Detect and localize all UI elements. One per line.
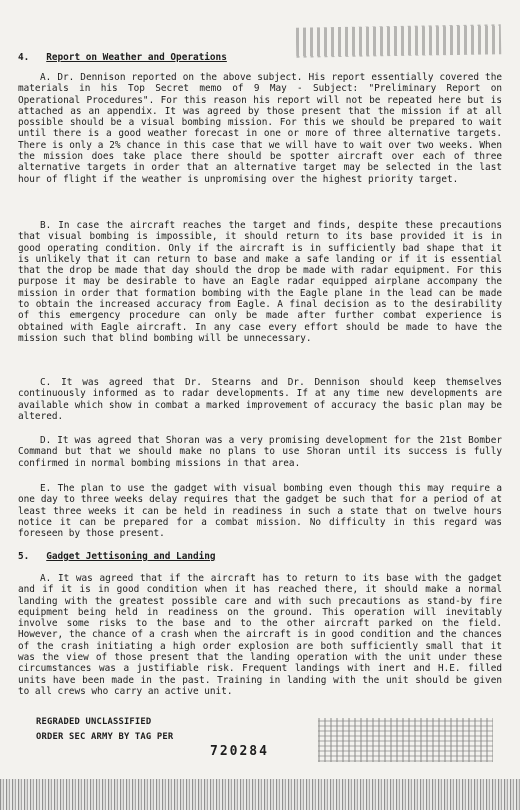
document-number: 720284 <box>210 744 269 759</box>
section-5-number: 5. <box>18 551 30 562</box>
section-4-heading <box>18 52 227 63</box>
section-4-paragraph-d: D. It was agreed that Shoran was a very promising development for the 21st Bomber Command but that we should make no plans to use Shoran until its success is fully confirmed in normal bombing missions in that area. <box>18 435 502 469</box>
section-4-paragraph-a: A. Dr. Dennison reported on the above subject. His report essentially covered the materials in his Top Secret memo of 9 May - Subject: "Preliminary Report on Operational Procedures". For this reason his report will not be repeated here but is attached as an appendix. It was agreed by those present that the mission if at all possible should be a visual bombing mission. For this we should be prepared to wait until there is a good weather forecast in one or more of three alternative targets. There is only a 2% chance in this case that we will have to wait over two weeks. When the mission does take place there should be spotter aircraft over each of three alternative targets in order that an alternative target may be selected in the last hour of flight if the weather is unpromising over the highest priority target. <box>18 72 502 185</box>
redaction-stamp-top <box>296 24 501 58</box>
section-4-number: 4. <box>18 52 30 63</box>
section-5-title: Gadget Jettisoning and Landing <box>46 551 216 562</box>
redaction-stamp-bottom <box>318 718 493 762</box>
order-stamp-text: ORDER SEC ARMY BY TAG PER <box>36 732 174 742</box>
section-5-paragraph-a: A. It was agreed that if the aircraft has to return to its base with the gadget and if it is in good condition when it has reached there, it should make a normal landing with the greatest possible care and with such precautions as stand-by fire equipment being held in readiness on the ground. This operation will inevitably involve some risks to the base and to the other aircraft parked on the field. However, the chance of a crash when the aircraft is in good condition and the chances of the crash initiating a high order explosion are both sufficiently small that it was the view of those present that the landing operation with the unit under these circumstances was a justifiable risk. Frequent landings with inert and H.E. filled units have been made in the past. Training in landing with the unit should be given to all crews who carry an active unit. <box>18 573 502 697</box>
section-4-paragraph-c: C. It was agreed that Dr. Stearns and Dr. Dennison should keep themselves continuously informed as to radar developments. If at any time new developments are available which show in combat a marked improvement of accuracy the basic plan may be altered. <box>18 377 502 422</box>
section-5-heading <box>18 551 216 562</box>
section-4-paragraph-e: E. The plan to use the gadget with visual bombing even though this may require a one day to three weeks delay requires that the gadget be such that for a period of at least three weeks it can be held in readiness in such a state that on twelve hours notice it can be prepared for a combat mission. No difficulty in this regard was foreseen by those present. <box>18 483 502 540</box>
section-4-title: Report on Weather and Operations <box>46 52 227 63</box>
regraded-stamp-text: REGRADED UNCLASSIFIED <box>36 717 152 727</box>
section-4-paragraph-b: B. In case the aircraft reaches the target and finds, despite these precautions that visual bombing is impossible, it should return to its base provided it is in good operating condition. Only if the aircraft is in sufficiently bad shape that it is unlikely that it can return to base and make a safe landing or if it is essential that the drop be made that day should the drop be made with radar equipment. For this purpose it may be desirable to have an Eagle radar equipped airplane accompany the mission in order that formation bombing with the Eagle plane in the lead can be made to obtain the increased accuracy from Eagle. A final decision as to the desirability of this emergency procedure can only be made after further combat experience is obtained with Eagle aircraft. In any case every effort should be made to have the mission such that blind bombing will be unnecessary. <box>18 220 502 344</box>
scan-artifact-band <box>0 779 520 810</box>
